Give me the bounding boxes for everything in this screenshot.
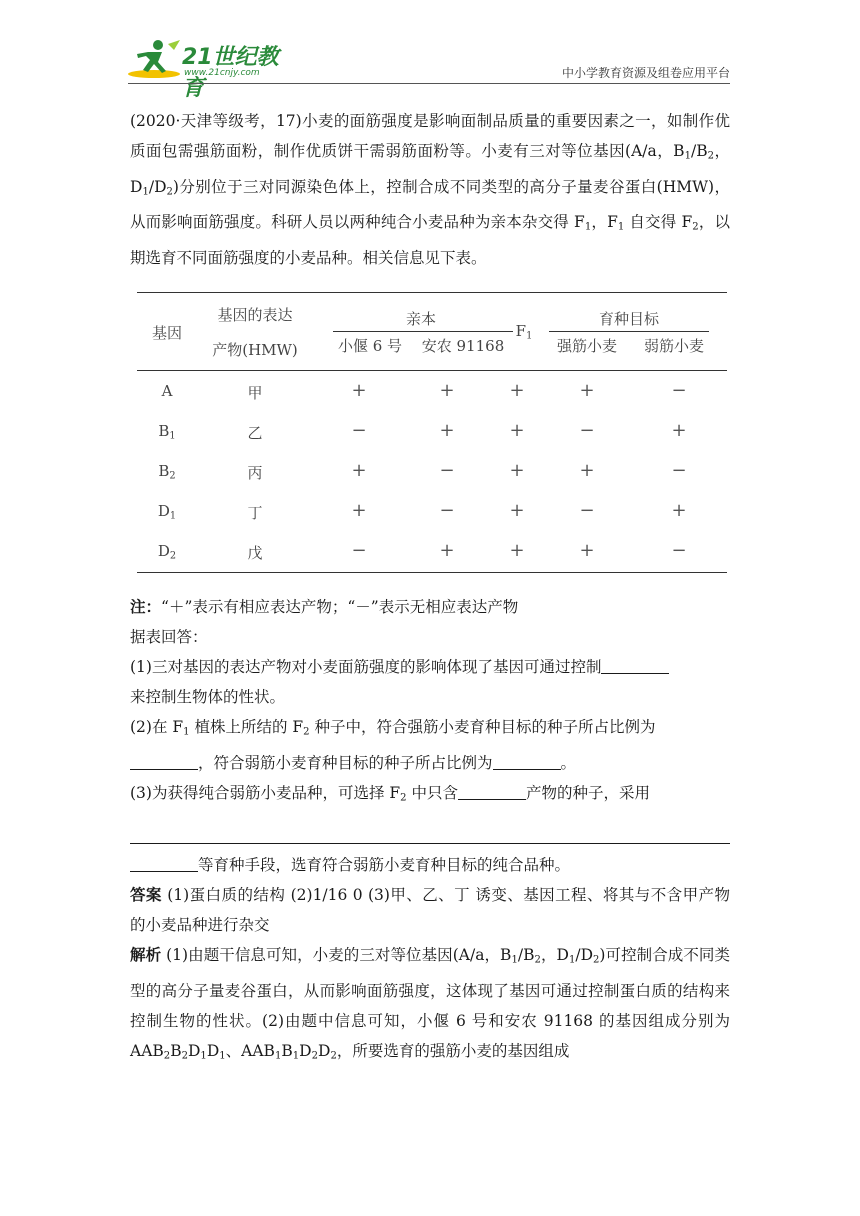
gene-table bbox=[137, 292, 727, 574]
parent-rule bbox=[333, 331, 513, 332]
th-weak: 弱筋小麦 bbox=[643, 337, 705, 355]
row-d2-strong: + bbox=[579, 540, 595, 561]
row-b1-f1: + bbox=[509, 420, 525, 441]
question-3: (3)为获得纯合弱筋小麦品种，可选择 $F_2$ 中只含 产物的种子，采用 bbox=[130, 783, 650, 804]
th-strong: 强筋小麦 bbox=[556, 337, 618, 355]
row-d1-strong: − bbox=[579, 500, 595, 521]
row-d2-p1: − bbox=[351, 540, 367, 561]
q3-blank-2[interactable] bbox=[130, 856, 198, 872]
question-stem: (2020·天津等级考，17)小麦的面筋强度是影响面制品质量的重要因素之一，如制作优质面包需强筋面粉，制作优质饼干需弱筋面粉等。小麦有三对等位基因(A/a，$B_1/B_2$，$D_1/D_2$)分别位于三对同源染色体上，控制合成不同类型的高分子量麦谷蛋白(HMW)，从而影响面筋强度。科研人员以两种纯合小麦品种为亲本杂交得 $F_1$，$F_1$ 自交得 $F_2$，以期选育不同面筋强度的小麦品种。相关信息见下表。 bbox=[130, 112, 730, 267]
row-b1-weak: + bbox=[671, 420, 687, 441]
platform-title: 中小学教育资源及组卷应用平台 bbox=[561, 66, 730, 80]
table-top-rule bbox=[137, 292, 727, 293]
row-b2-weak: − bbox=[671, 460, 687, 481]
row-b1-product: 乙 bbox=[247, 424, 263, 442]
row-a-f1: + bbox=[509, 380, 525, 401]
q3-blank-1[interactable] bbox=[458, 784, 526, 800]
logo-text: 21世纪教育 bbox=[182, 45, 279, 101]
analysis: 解析 (1)由题干信息可知，小麦的三对等位基因(A/a，$B_1/B_2$，$D_1/D_2$)可控制合成不同类型的高分子量麦谷蛋白，从而影响面筋强度，这体现了基因可通过控制蛋白质的结构来控制生物的性状。(2)由题中信息可知，小偃 6 号和安农 91168 的基因组成分别为 $AAB_2B_2D_1D_1$、$AAB_1B_1D_2D_2$，所要选育的强筋小麦的基因组成 bbox=[130, 946, 730, 1062]
row-d1-gene: $D_1$ bbox=[157, 502, 177, 522]
row-d1-product: 丁 bbox=[247, 504, 263, 522]
q2-blank-1[interactable] bbox=[130, 754, 198, 770]
site-logo[interactable] bbox=[128, 38, 298, 101]
header-divider bbox=[128, 83, 730, 84]
row-b2-gene: $B_2$ bbox=[158, 462, 176, 482]
table-note: 注：“＋”表示有相应表达产物；“－”表示无相应表达产物 bbox=[130, 598, 519, 616]
question-intro bbox=[130, 106, 730, 273]
th-product-1: 基因的表达 bbox=[217, 306, 293, 324]
question-3-cont: 等育种手段，选育符合弱筋小麦育种目标的纯合品种。 bbox=[130, 850, 730, 880]
th-product-2: 产物(HMW) bbox=[212, 341, 298, 359]
goal-rule bbox=[549, 331, 709, 332]
row-d1-f1: + bbox=[509, 500, 525, 521]
th-parent: 亲本 bbox=[405, 310, 437, 328]
row-d1-p2: − bbox=[439, 500, 455, 521]
question-2: (2)在 $F_1$ 植株上所结的 $F_2$ 种子中，符合强筋小麦育种目标的种子所占比例为 ，符合弱筋小麦育种目标的种子所占比例为 。 bbox=[130, 718, 656, 772]
row-b1-strong: − bbox=[579, 420, 595, 441]
q3-blank-line[interactable] bbox=[130, 813, 730, 844]
row-a-p2: + bbox=[439, 380, 455, 401]
table-header-rule bbox=[137, 370, 727, 371]
row-d1-weak: + bbox=[671, 500, 687, 521]
th-parent-1: 小偃 6 号 bbox=[337, 337, 403, 355]
row-a-gene: A bbox=[161, 382, 173, 400]
q2-blank-2[interactable] bbox=[493, 754, 561, 770]
questions-block bbox=[130, 592, 730, 1071]
row-b2-strong: + bbox=[579, 460, 595, 481]
row-d2-product: 戊 bbox=[247, 544, 263, 562]
logo-url: www.21cnjy.com bbox=[184, 68, 260, 78]
row-a-weak: − bbox=[671, 380, 687, 401]
row-b1-p1: − bbox=[351, 420, 367, 441]
page-header bbox=[128, 34, 730, 101]
row-b2-p1: + bbox=[351, 460, 367, 481]
row-d2-gene: $D_2$ bbox=[157, 542, 177, 562]
answer: 答案 (1)蛋白质的结构 (2)1/16 0 (3)甲、乙、丁 诱变、基因工程、将其与不含甲产物的小麦品种进行杂交 bbox=[130, 886, 730, 935]
q1-blank[interactable] bbox=[601, 658, 669, 674]
row-d1-p1: + bbox=[351, 500, 367, 521]
question-1: (1)三对基因的表达产物对小麦面筋强度的影响体现了基因可通过控制 来控制生物体的性状。 bbox=[130, 652, 730, 712]
row-b2-product: 丙 bbox=[247, 464, 263, 482]
runner-logo-icon bbox=[128, 38, 184, 80]
th-parent-2: 安农 91168 bbox=[421, 337, 505, 355]
th-goal: 育种目标 bbox=[598, 310, 660, 328]
row-a-p1: + bbox=[351, 380, 367, 401]
question-source: (2020·天津等级考，17) bbox=[130, 112, 302, 130]
row-b2-f1: + bbox=[509, 460, 525, 481]
row-d2-weak: − bbox=[671, 540, 687, 561]
row-b1-gene: $B_1$ bbox=[158, 422, 176, 442]
row-d2-p2: + bbox=[439, 540, 455, 561]
row-a-strong: + bbox=[579, 380, 595, 401]
row-a-product: 甲 bbox=[247, 384, 263, 402]
row-d2-f1: + bbox=[509, 540, 525, 561]
row-b1-p2: + bbox=[439, 420, 455, 441]
th-gene: 基因 bbox=[151, 324, 183, 342]
th-f1: $F_1$ bbox=[515, 322, 533, 342]
row-b2-p2: − bbox=[439, 460, 455, 481]
answer-prompt: 据表回答： bbox=[130, 628, 208, 646]
table-bottom-rule bbox=[137, 572, 727, 573]
